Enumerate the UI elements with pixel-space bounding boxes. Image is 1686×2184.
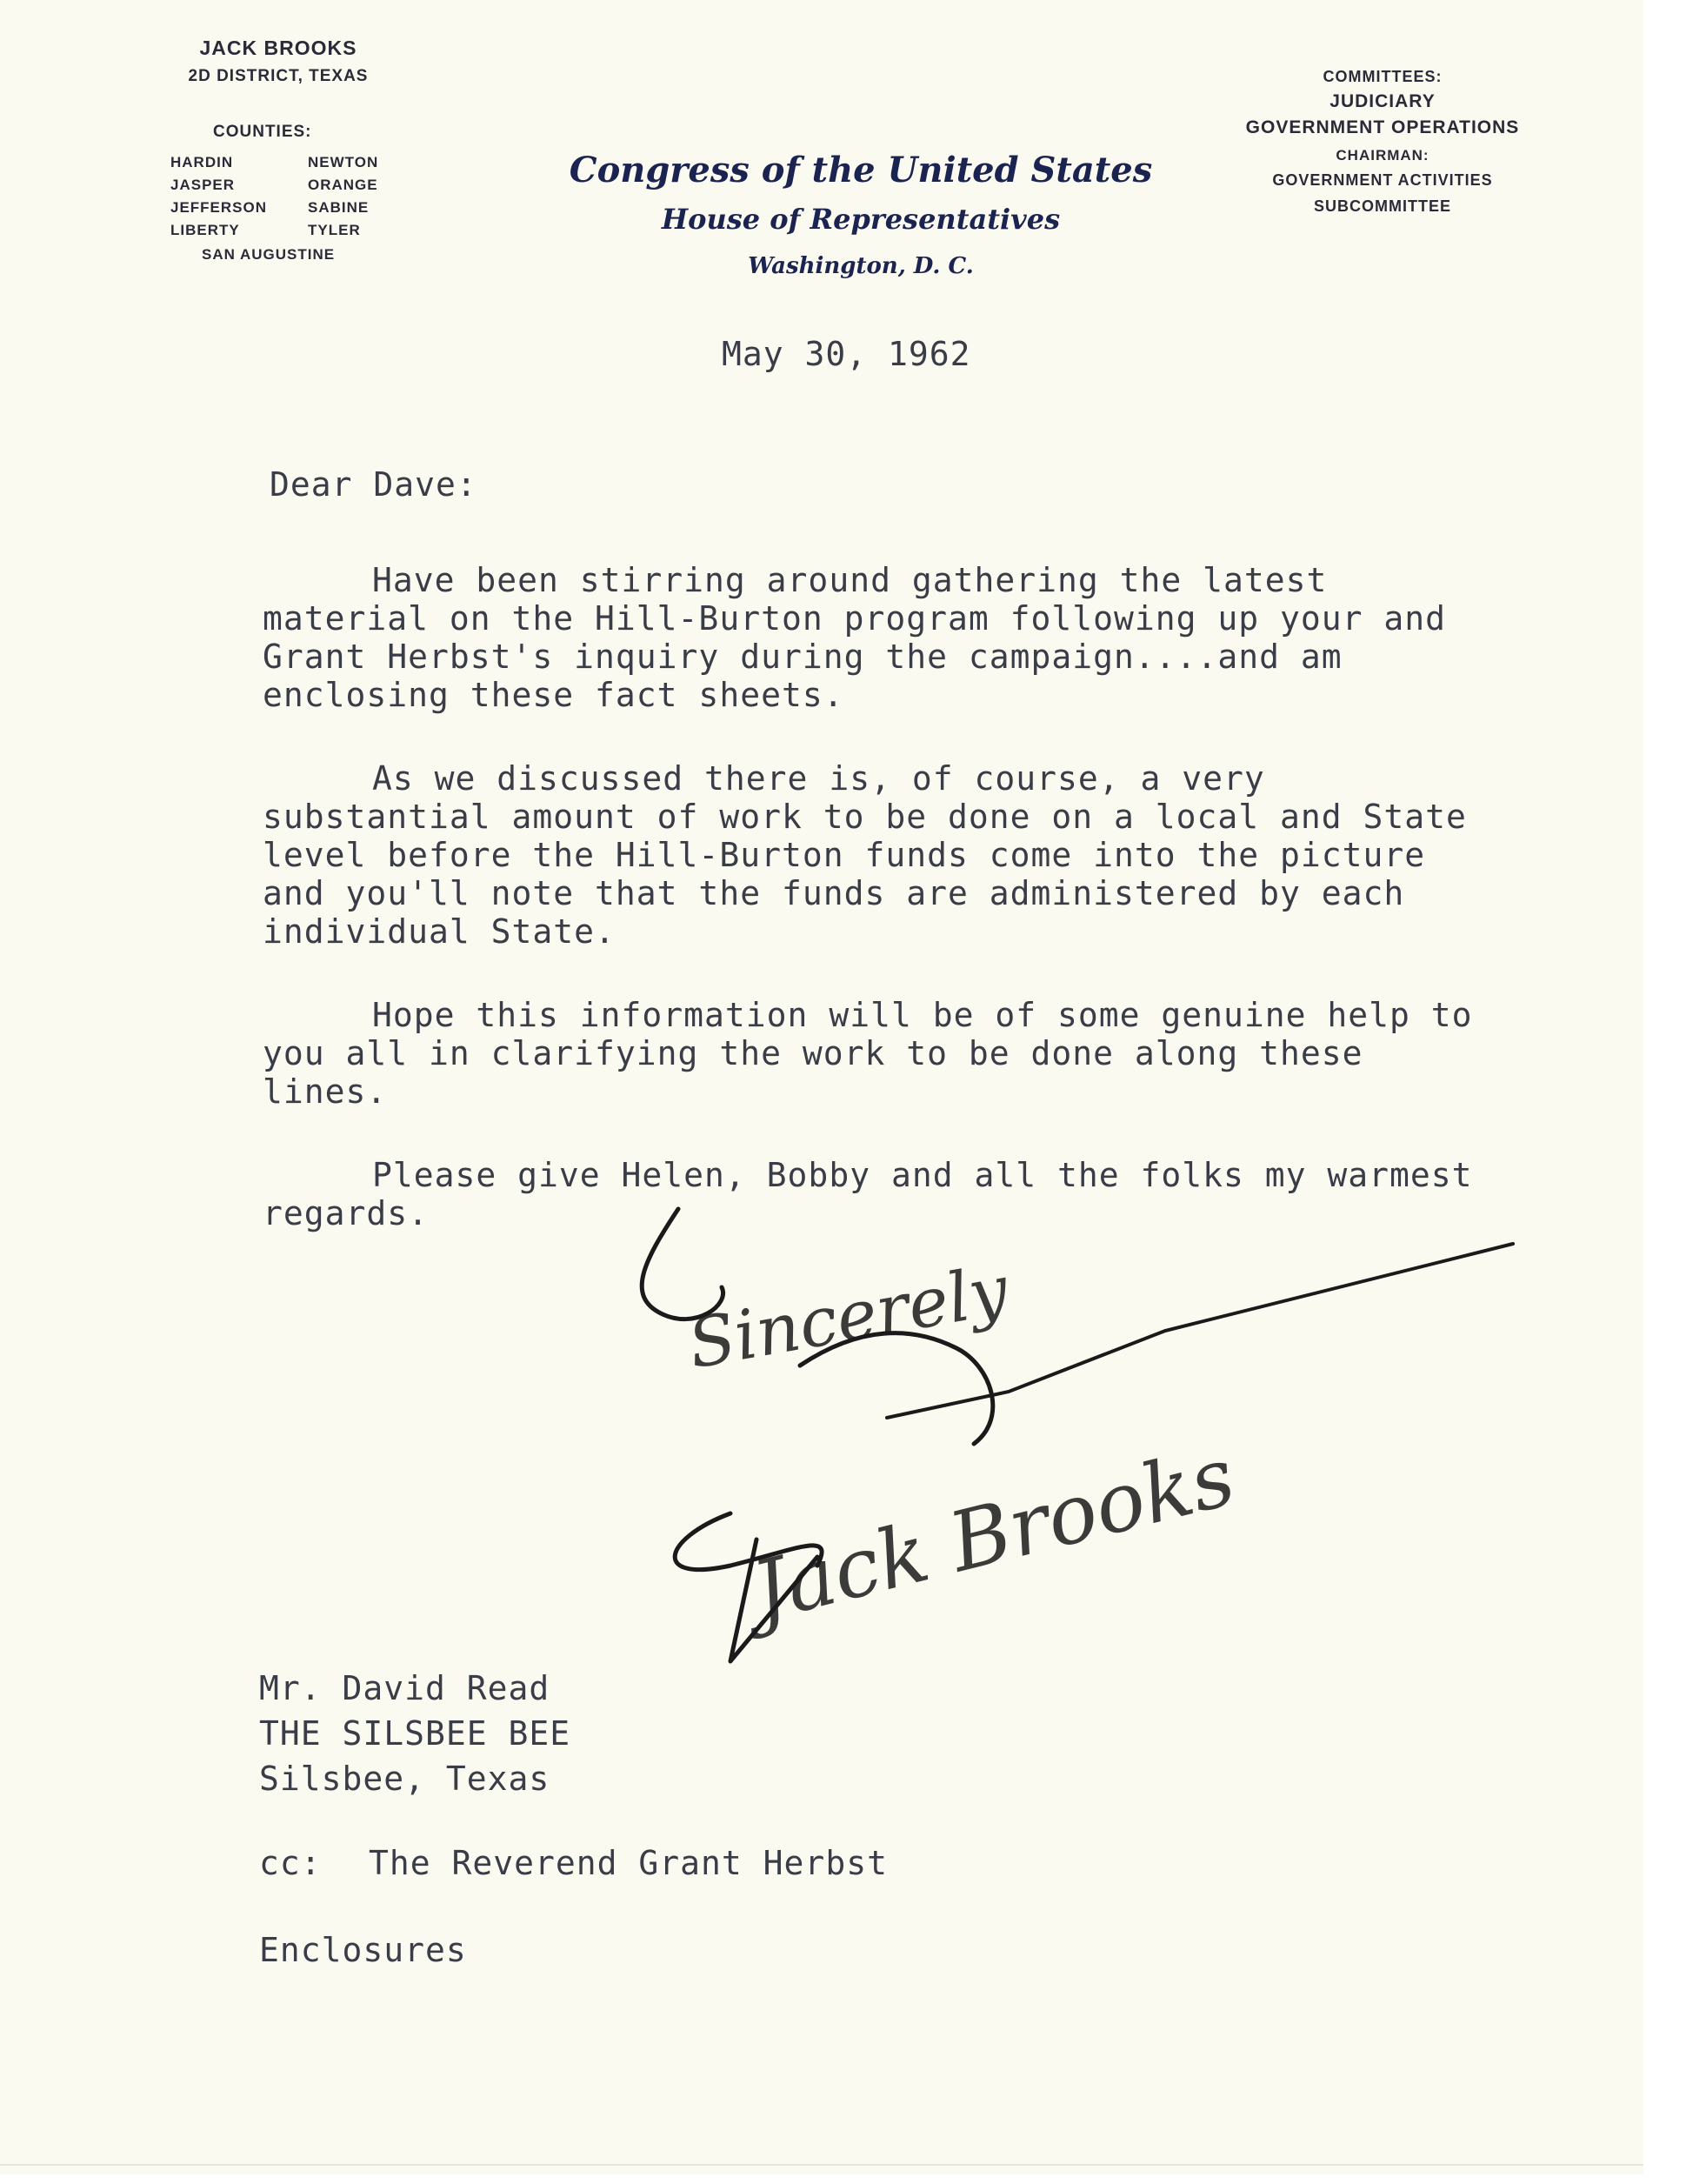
county-item: HARDIN	[170, 154, 234, 170]
recipient-address	[259, 1666, 570, 1801]
body-paragraph: Hope this information will be of some genuine help to you all in clarifying the work to be done along these lines.	[263, 996, 1494, 1111]
recipient-city: Silsbee, Texas	[259, 1760, 550, 1798]
county-item: JEFFERSON	[170, 199, 268, 216]
enclosures-note: Enclosures	[259, 1931, 467, 1969]
page-edge-divider	[0, 2164, 1643, 2166]
location-line: Washington, D. C.	[748, 253, 974, 279]
counties-heading: COUNTIES:	[213, 123, 312, 141]
county-item: ORANGE	[308, 177, 378, 193]
county-item: SAN AUGUSTINE	[202, 246, 336, 263]
counties-list	[148, 154, 435, 239]
recipient-organization: THE SILSBEE BEE	[259, 1714, 571, 1753]
cc-recipient: The Reverend Grant Herbst	[369, 1844, 888, 1882]
body-paragraph: Please give Helen, Bobby and all the folks my warmest regards.	[263, 1156, 1494, 1232]
body-paragraph: Have been stirring around gathering the latest material on the Hill-Burton program following up your and Grant Herbst's inquiry during the campaign....and am enclosing these fact sheets.	[263, 561, 1467, 714]
district-label: 2D DISTRICT, TEXAS	[188, 67, 369, 85]
letterhead-committees-block	[1200, 68, 1565, 217]
subcommittee-line: SUBCOMMITTEE	[1314, 197, 1451, 215]
signature: Jack Brooks	[743, 1429, 1244, 1640]
chairman-heading: CHAIRMAN:	[1336, 147, 1429, 164]
representative-name: JACK BROOKS	[199, 37, 357, 59]
county-item: JASPER	[170, 177, 236, 193]
committee-item: JUDICIARY	[1329, 91, 1436, 111]
county-item: LIBERTY	[170, 222, 240, 238]
salutation: Dear Dave:	[270, 465, 477, 504]
cc-line	[259, 1844, 888, 1882]
committee-item: GOVERNMENT OPERATIONS	[1245, 117, 1520, 137]
committees-heading: COMMITTEES:	[1323, 68, 1443, 85]
letterhead-title-block	[522, 150, 1200, 279]
chamber-title: House of Representatives	[661, 203, 1061, 236]
letter-date: May 30, 1962	[722, 335, 971, 373]
body-paragraph: As we discussed there is, of course, a very substantial amount of work to be done on a local and State level before the Hill-Burton funds come into the picture and you'll note that the funds are administered by each individual State.	[263, 759, 1488, 951]
recipient-name: Mr. David Read	[259, 1669, 550, 1707]
county-item: TYLER	[308, 222, 361, 238]
county-item: SABINE	[308, 199, 370, 216]
cc-label: cc:	[259, 1844, 322, 1882]
signature-block	[626, 1157, 1565, 1766]
closing-word: Sincerely	[683, 1251, 1014, 1385]
county-item: NEWTON	[308, 154, 379, 170]
letterhead-left-block	[148, 37, 435, 264]
institution-title: Congress of the United States	[569, 150, 1153, 190]
subcommittee-line: GOVERNMENT ACTIVITIES	[1272, 171, 1493, 189]
